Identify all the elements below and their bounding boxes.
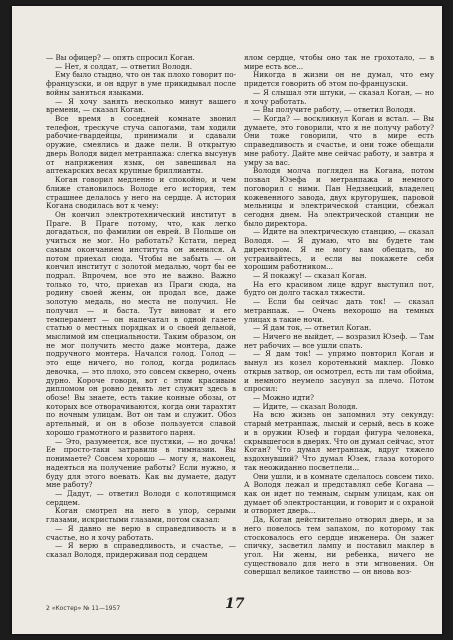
paragraph: — Я давно не верю в справедливость и в счастье, но я хочу работать. — [46, 523, 236, 542]
magazine-page — [12, 6, 442, 634]
paragraph: Он кончил электротехнический институт в Праге. В Праге потому, что, как легко догадаться, по фамилии он еврей. В Польше он учиться не мог. Но работать? Кстати, перед самым окончанием института он женился. А потом приехал сюда. Чтобы не забыть — он кончил институт с золотой медалью, чорт бы ее подрал. Впрочем, все это не важно. Важно только то, что, приехав из Праги сюда, на родину своей жены, он продал все, даже золотую медаль, но места не получил. Не получил — и баста. Тут виноват и его темперамент — он напечатал в одной газете статью о местных порядках и о своей дельной, мыслимой им специальности. Таким образом, он не мог получить место даже монтера, даже подручного монтера. Начался голод. Голод — это еще ничего, но голод, когда родилась девочка, — это плохо, это совсем скверно, очень дурно. Короче говоря, вот с этим красивым дипломом он ровно девять лет служит здесь в обозе! Вы знаете, есть такие конные обозы, от которых все отворачиваются, когда они тарахтят по ночным улицам. Вот он там и служит. Обоз артельный, и он в обозе пользуется славой хорошо грамотного и развитого парня. — [46, 209, 236, 437]
paragraph: Все время в соседней комнате звонил телефон, трескуче стуча сапогами, там ходили рабочие-гвардейцы, принимали и сдавали оружие, смеялись и даже пели. В открытую дверь Володя видел метранпажа: слегка высунув от напряжения язык, он завешивал на аптекарских весах крупные бриллианты. — [46, 114, 236, 176]
paragraph: — Нет, я солдат, — ответил Володя. — [55, 61, 192, 71]
paragraph: — Можно идти? — [253, 393, 315, 403]
paragraph: — Я слышал эти штуки, — сказал Коган, — но я хочу работать. — [244, 87, 434, 106]
text-column-right — [244, 54, 434, 577]
paragraph: Ему было стыдно, что он так плохо говорит по-французски, и он вдруг в уме прикидывал после войны заняться языками. — [46, 70, 236, 97]
paragraph: На всю жизнь он запомнил эту секунду: старый метранпаж, лысый и серый, весь в коже и в оружии Юзеф и гордая фигура человека, скрывшегося в дверях. Что он думал сейчас, этот Коган? Что думал метранпаж, вдруг тяжело вздохнувший? Что думал Юзек, глаза которого так неожиданно посветлели... — [244, 410, 434, 472]
paragraph: — Идите, — сказал Володя. — [253, 401, 358, 411]
paragraph: — Ничего не выйдет, — возразил Юзеф. — Там нет рабочих — все ушли спать. — [244, 332, 434, 350]
text-column-left — [46, 54, 236, 560]
paragraph: Никогда в жизни он не думал, что ему придется говорить об этом по-французски. — [244, 70, 434, 89]
paragraph: Коган смотрел на него в упор, серыми глазами, искристыми глазами, потом сказал: — [46, 506, 236, 525]
page-number: 17 — [225, 596, 245, 612]
issue-footer: 2 «Костер» № 11—1957 — [46, 605, 121, 612]
paragraph: — Это, разумеется, все пустяки, — но дочка! Ее просто-таки затравили в гимназии. Вы понимаете? Совсем хорошо — могу я, наконец, надеяться на получение работы? Если нужно, я буду для этого воевать. Как вы думаете, дадут мне работу? — [46, 436, 236, 490]
paragraph: — Вы получите работу, — ответил Володя. — [253, 105, 416, 115]
paragraph: — Вы офицер? — опять спросил Коган. — [46, 53, 195, 62]
paragraph: — Я хочу занять несколько минут вашего времени, — сказал Коган. — [46, 96, 236, 115]
paragraph: — Идите на электрическую станцию, — сказал Володя. — Я думаю, что вы будете там директором. Я не могу вам обещать, но устраивайтесь, и если вы покажете себя хорошим работником... — [244, 227, 434, 272]
paragraph: — Дадут, — ответил Володя с колотящимся сердцем. — [46, 488, 236, 507]
paragraph: Володя молча поглядел на Когана, потом позвал Юзефа и метранпажа и немного поговорил с ними. Пан Недзвецкий, владелец кожевенного завода, двух кругорушек, паровой мельницы и электрической станции, сбежал сегодня днем. На электрической станции не было директора. — [244, 166, 434, 228]
paragraph: — Если бы сейчас дать ток! — сказал метранпаж. — Очень нехорошо на темных улицах в такие ночи. — [244, 297, 434, 324]
paragraph: — Когда? — воскликнул Коган и встал. — Вы думаете, это говорили, что я не получу работу? Они тоже говорили, что в мире есть справедливость и счастье, и они тоже обещали мне работу. Дайте мне сейчас работу, и завтра я умру за вас. — [244, 114, 434, 167]
paragraph: ялом сердце, чтобы оно так не грохотало, — в мире есть все... — [244, 53, 434, 71]
paragraph: — Я дам ток, — ответил Коган. — [253, 323, 372, 333]
paragraph: Они ушли, и в комнате сделалось совсем тихо. А Володя лежал и представлял себе Когана — как он идет по темным, сырым улицам, как он думает об электростанции, и говорит и с охраной и отворяет дверь... — [244, 471, 434, 516]
paragraph: Коган говорил медленно и спокойно, и чем ближе становилось Володе его история, тем страшнее делалось у него на сердце. А история Когана сводилась вот к чему: — [46, 175, 236, 211]
paragraph: На его красивом лице вдруг выступил пот, будто он долго таскал тяжести. — [244, 279, 434, 298]
paragraph: Да, Коган действительно отворил дверь, и за него повелось тем запахом, по которому так стосковалось его сердце инженера. Он зажег спичку, засветил лампу и поставил маклер в угол. Ни жены, ни ребенка, ничего не существовало для него в эти мгновения. Он совершал великое таинство — он вновь воз- — [244, 515, 434, 577]
paragraph: — Я покажу! — сказал Коган. — [253, 270, 367, 280]
paragraph: — Я дам ток! — упрямо повторил Коган и вынул из козел коротенький маклер. Ловко открыв затвор, он осмотрел, есть ли там обойма, и немного неумело засунул за плечо. Потом спросил: — [244, 349, 434, 394]
paragraph: — Я верю в справедливость, и счастье, — сказал Володя, придерживая под сердцем — [46, 541, 236, 559]
